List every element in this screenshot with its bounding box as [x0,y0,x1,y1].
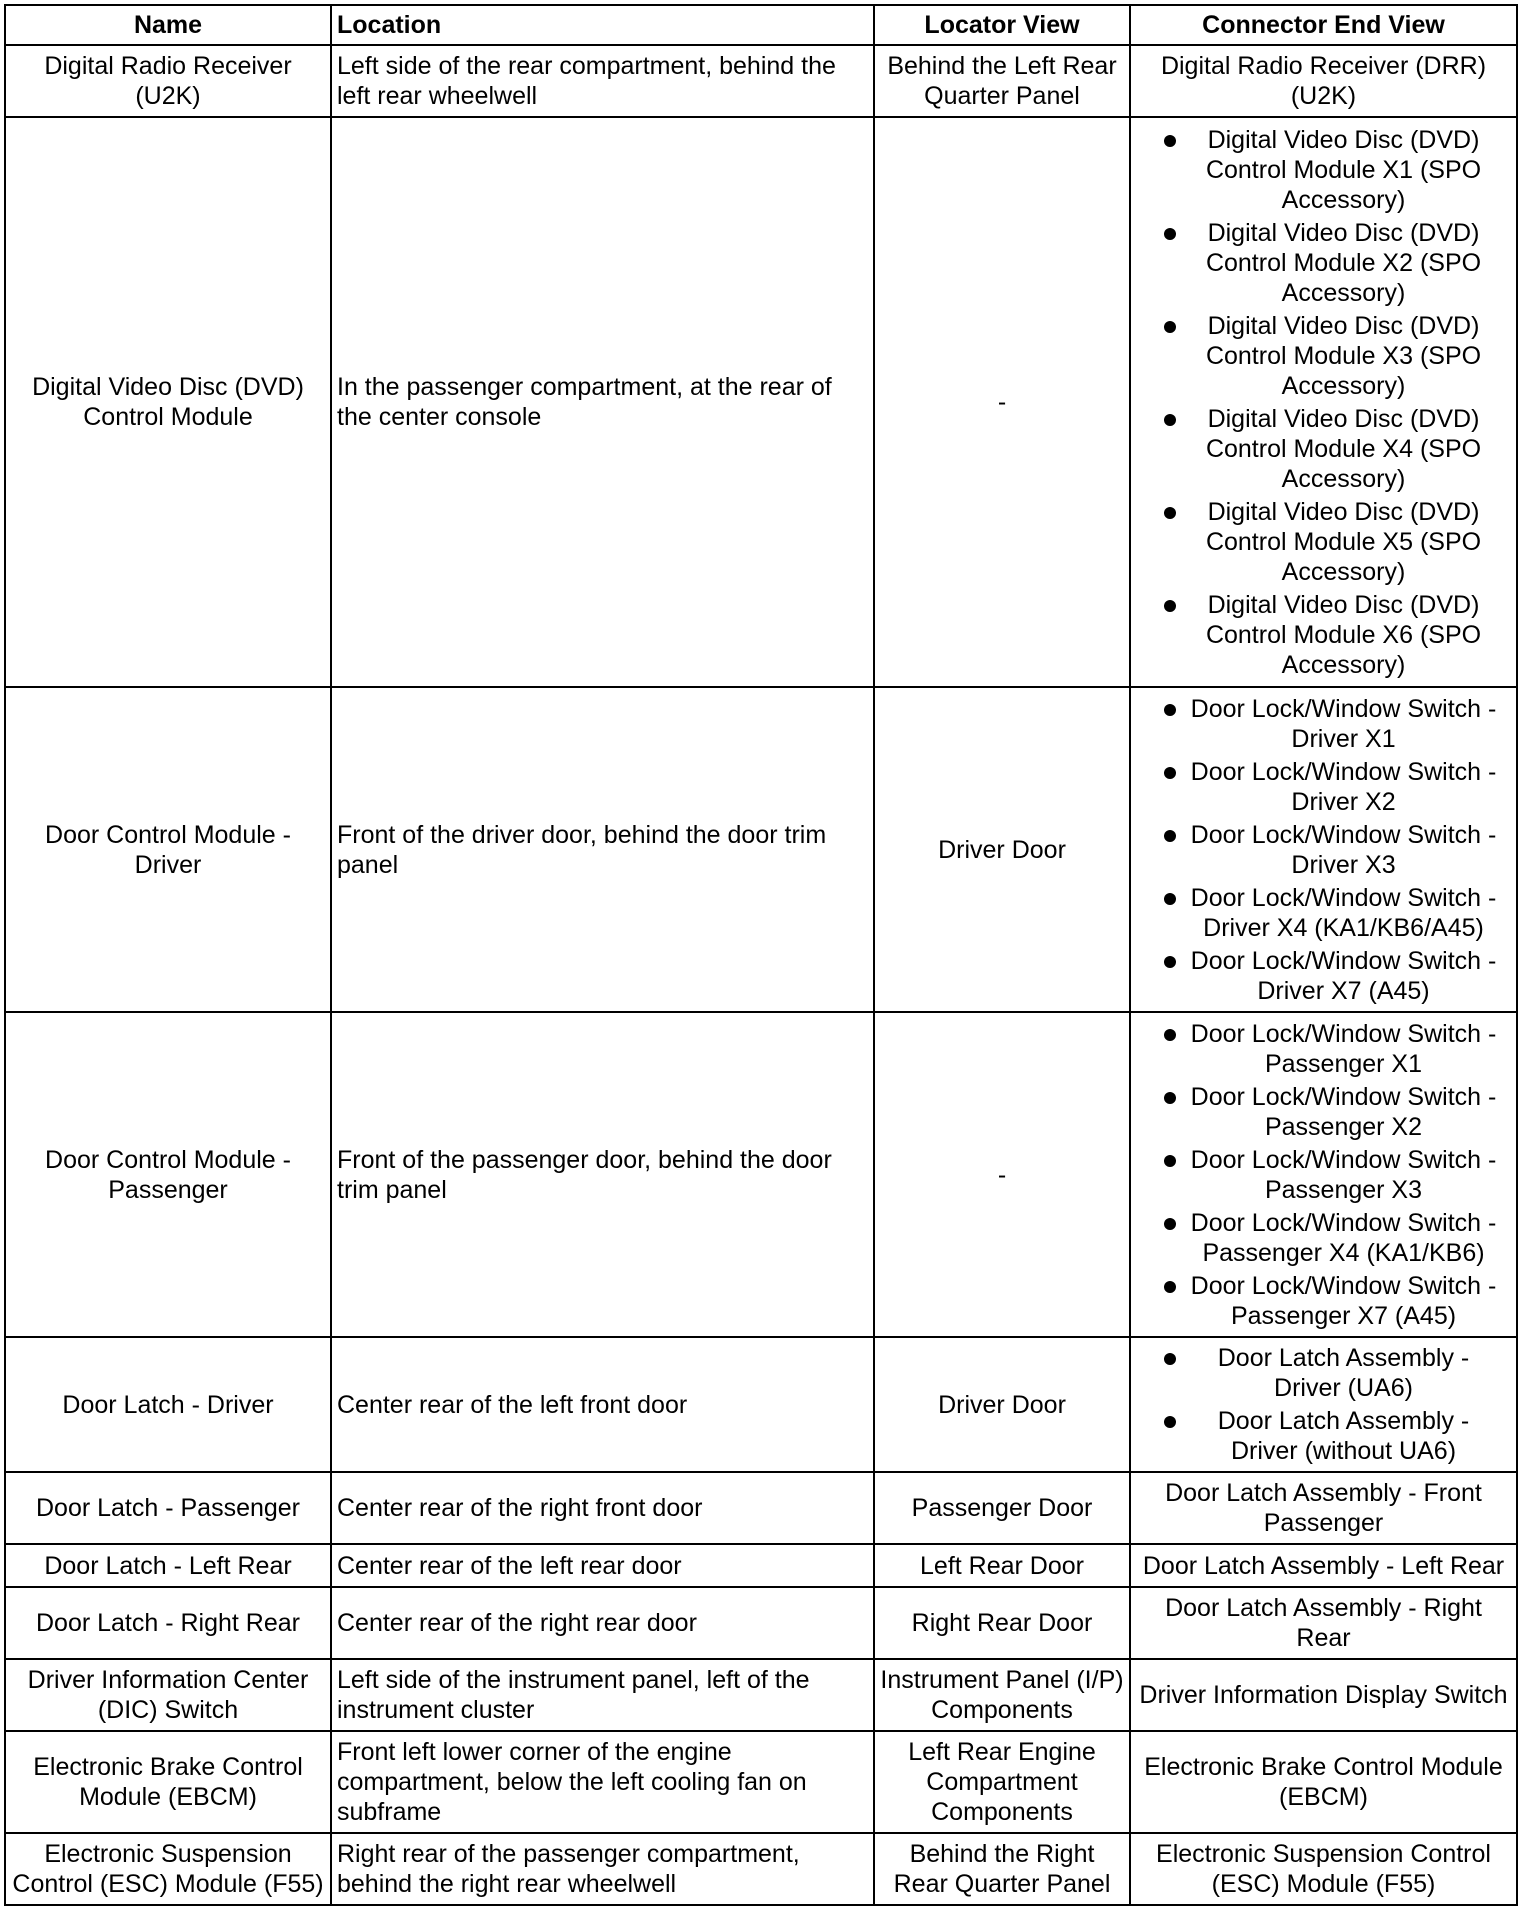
header-connector-end-view: Connector End View [1130,5,1517,45]
bullet-icon [1164,893,1176,905]
cell-connector [1130,1012,1517,1337]
cell-locator-view: Driver Door [874,1337,1130,1472]
cell-name: Digital Radio Receiver (U2K) [5,45,331,117]
header-location: Location [331,5,874,45]
cell-name: Door Latch - Right Rear [5,1587,331,1659]
cell-locator-view: Driver Door [874,687,1130,1012]
cell-connector [1130,1337,1517,1472]
cell-connector [1130,117,1517,687]
cell-locator-view: Behind the Right Rear Quarter Panel [874,1833,1130,1905]
cell-connector: Door Latch Assembly - Left Rear [1130,1544,1517,1587]
connector-table-page [4,4,1518,1906]
cell-location: Right rear of the passenger compartment, behind the right rear wheelwell [331,1833,874,1905]
header-name: Name [5,5,331,45]
cell-locator-view: Left Rear Engine Compartment Components [874,1731,1130,1833]
connector-list-item [1136,125,1511,215]
cell-connector [1130,687,1517,1012]
connector-list-item [1136,1208,1511,1268]
cell-connector: Door Latch Assembly - Front Passenger [1130,1472,1517,1544]
cell-connector: Digital Radio Receiver (DRR) (U2K) [1130,45,1517,117]
table-row [5,45,1517,117]
cell-location: Front of the passenger door, behind the door trim panel [331,1012,874,1337]
cell-name: Electronic Brake Control Module (EBCM) [5,1731,331,1833]
bullet-icon [1164,830,1176,842]
connector-label: Digital Video Disc (DVD) Control Module X3 (SPO Accessory) [1205,311,1482,400]
connector-label: Digital Video Disc (DVD) Control Module X2 (SPO Accessory) [1205,218,1482,307]
cell-locator-view: Instrument Panel (I/P) Components [874,1659,1130,1731]
bullet-icon [1164,767,1176,779]
table-row [5,1833,1517,1905]
cell-location: Left side of the instrument panel, left of the instrument cluster [331,1659,874,1731]
bullet-icon [1164,1029,1176,1041]
cell-location: Center rear of the right front door [331,1472,874,1544]
connector-label: Door Lock/Window Switch - Driver X3 [1190,820,1497,879]
bullet-icon [1164,1416,1176,1428]
cell-name: Door Latch - Left Rear [5,1544,331,1587]
connector-list-item [1136,1082,1511,1142]
cell-locator-view: Left Rear Door [874,1544,1130,1587]
cell-connector: Electronic Brake Control Module (EBCM) [1130,1731,1517,1833]
bullet-icon [1164,1353,1176,1365]
cell-name: Door Control Module - Passenger [5,1012,331,1337]
cell-locator-view: Behind the Left Rear Quarter Panel [874,45,1130,117]
connector-label: Door Lock/Window Switch - Driver X7 (A45) [1190,946,1497,1005]
bullet-icon [1164,600,1176,612]
bullet-icon [1164,135,1176,147]
table-row [5,1544,1517,1587]
cell-locator-view: Right Rear Door [874,1587,1130,1659]
bullet-icon [1164,1281,1176,1293]
connector-list-item [1136,1343,1511,1403]
bullet-icon [1164,1155,1176,1167]
bullet-icon [1164,1218,1176,1230]
connector-label: Door Lock/Window Switch - Passenger X7 (A45) [1190,1271,1497,1330]
component-locator-table [4,4,1518,1906]
cell-location: Center rear of the left front door [331,1337,874,1472]
connector-list-item [1136,590,1511,680]
connector-list-item [1136,311,1511,401]
table-row [5,1659,1517,1731]
cell-locator-view: - [874,1012,1130,1337]
connector-label: Door Lock/Window Switch - Passenger X2 [1190,1082,1497,1141]
table-row [5,687,1517,1012]
cell-name: Door Latch - Driver [5,1337,331,1472]
connector-list-item [1136,694,1511,754]
cell-connector: Driver Information Display Switch [1130,1659,1517,1731]
cell-connector: Electronic Suspension Control (ESC) Module (F55) [1130,1833,1517,1905]
connector-list-item [1136,1019,1511,1079]
connector-list-item [1136,883,1511,943]
table-row [5,117,1517,687]
table-row [5,1337,1517,1472]
header-locator-view: Locator View [874,5,1130,45]
bullet-icon [1164,414,1176,426]
connector-list [1136,125,1511,680]
bullet-icon [1164,956,1176,968]
cell-location: Left side of the rear compartment, behind the left rear wheelwell [331,45,874,117]
connector-list-item [1136,820,1511,880]
cell-location: Center rear of the right rear door [331,1587,874,1659]
cell-locator-view: - [874,117,1130,687]
connector-label: Door Lock/Window Switch - Passenger X4 (KA1/KB6) [1190,1208,1497,1267]
cell-location: Center rear of the left rear door [331,1544,874,1587]
cell-name: Door Latch - Passenger [5,1472,331,1544]
cell-name: Door Control Module - Driver [5,687,331,1012]
bullet-icon [1164,321,1176,333]
connector-list-item [1136,1145,1511,1205]
connector-label: Door Lock/Window Switch - Passenger X1 [1190,1019,1497,1078]
connector-list-item [1136,404,1511,494]
connector-list-item [1136,757,1511,817]
cell-name: Digital Video Disc (DVD) Control Module [5,117,331,687]
connector-label: Digital Video Disc (DVD) Control Module X1 (SPO Accessory) [1205,125,1482,214]
cell-name: Driver Information Center (DIC) Switch [5,1659,331,1731]
connector-label: Digital Video Disc (DVD) Control Module X6 (SPO Accessory) [1205,590,1482,679]
connector-label: Digital Video Disc (DVD) Control Module X4 (SPO Accessory) [1205,404,1482,493]
cell-connector: Door Latch Assembly - Right Rear [1130,1587,1517,1659]
table-row [5,1587,1517,1659]
table-row [5,1012,1517,1337]
bullet-icon [1164,507,1176,519]
bullet-icon [1164,704,1176,716]
cell-location: In the passenger compartment, at the rear of the center console [331,117,874,687]
connector-list-item [1136,1271,1511,1331]
cell-location: Front left lower corner of the engine compartment, below the left cooling fan on subframe [331,1731,874,1833]
connector-label: Door Lock/Window Switch - Driver X1 [1190,694,1497,753]
bullet-icon [1164,1092,1176,1104]
header-row [5,5,1517,45]
connector-list-item [1136,946,1511,1006]
connector-label: Digital Video Disc (DVD) Control Module X5 (SPO Accessory) [1205,497,1482,586]
connector-label: Door Latch Assembly - Driver (without UA6) [1217,1407,1470,1465]
connector-list-item [1136,1406,1511,1466]
table-row [5,1731,1517,1833]
cell-name: Electronic Suspension Control (ESC) Module (F55) [5,1833,331,1905]
connector-list-item [1136,218,1511,308]
connector-label: Door Lock/Window Switch - Passenger X3 [1190,1145,1497,1204]
connector-label: Door Latch Assembly - Driver (UA6) [1217,1344,1470,1402]
cell-location: Front of the driver door, behind the door trim panel [331,687,874,1012]
connector-label: Door Lock/Window Switch - Driver X4 (KA1/KB6/A45) [1190,883,1497,942]
connector-label: Door Lock/Window Switch - Driver X2 [1190,757,1497,816]
cell-locator-view: Passenger Door [874,1472,1130,1544]
connector-list [1136,694,1511,1006]
connector-list-item [1136,497,1511,587]
table-row [5,1472,1517,1544]
connector-list [1136,1343,1511,1466]
bullet-icon [1164,228,1176,240]
connector-list [1136,1019,1511,1331]
